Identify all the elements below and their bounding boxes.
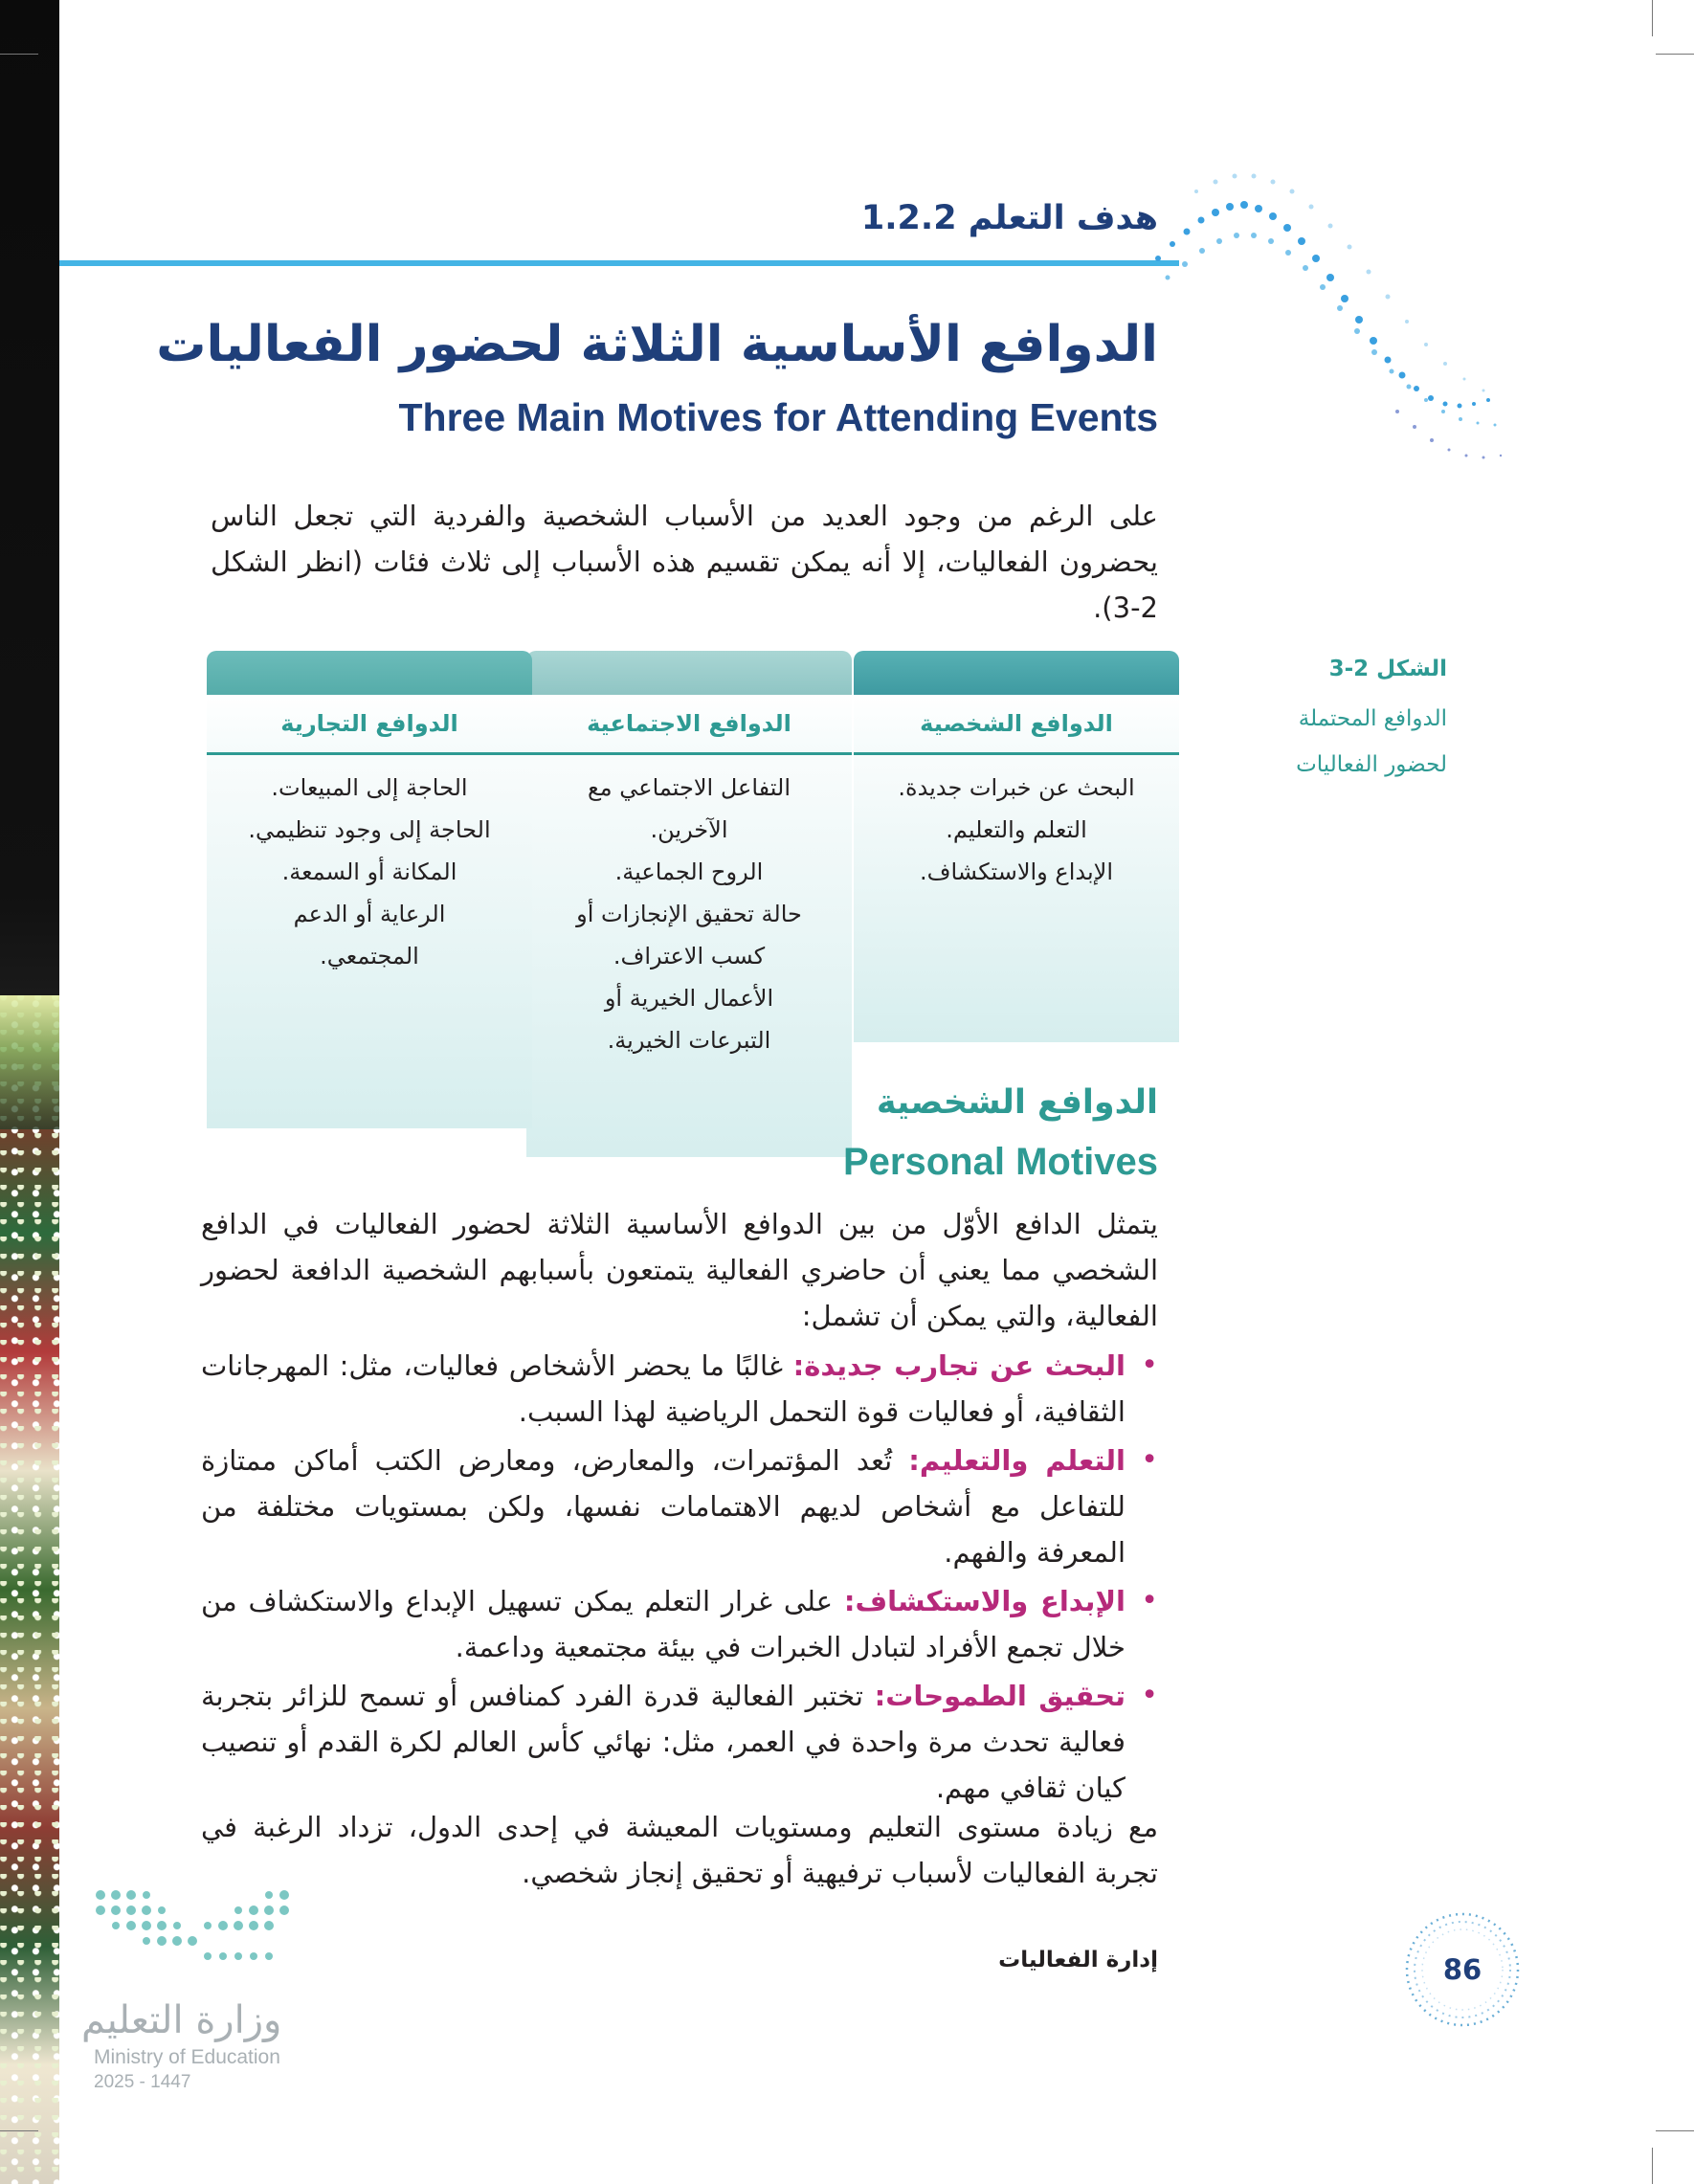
motives-bullet-list bbox=[201, 1343, 1158, 1814]
intro-paragraph: على الرغم من وجود العديد من الأسباب الشخصية والفردية التي تجعل الناس يحضرون الفعاليات، إلا أنه يمكن تقسيم هذه الأسباب إلى ثلاث فئات (انظر الشكل 2-3). bbox=[211, 500, 1158, 624]
crop-mark bbox=[1656, 2130, 1694, 2131]
column-item: الآخرين. bbox=[650, 816, 728, 843]
bullet-dot-icon: • bbox=[1141, 1679, 1158, 1712]
column-item: الروح الجماعية. bbox=[614, 858, 764, 885]
column-item: حالة تحقيق الإنجازات أو bbox=[576, 901, 802, 927]
closing-paragraph: مع زيادة مستوى التعليم ومستويات المعيشة في إحدى الدول، تزداد الرغبة في تجربة الفعاليات لأسباب ترفيهية أو تحقيق إنجاز شخصي. bbox=[201, 1811, 1158, 1889]
crop-mark bbox=[1652, 0, 1653, 36]
column-header-band bbox=[526, 651, 852, 695]
bullet-item bbox=[201, 1673, 1158, 1811]
bullet-item bbox=[201, 1343, 1158, 1435]
bullet-term: التعلم والتعليم: bbox=[908, 1444, 1126, 1477]
column-body bbox=[854, 755, 1179, 1042]
bullet-text: تختبر الفعالية قدرة الفرد كمنافس أو تسمح للزائر بتجربة فعالية تحدث مرة واحدة في العمر، مثل: نهائي كأس العالم لكرة القدم أو تنصيب كيان ثقافي مهم. bbox=[201, 1680, 1126, 1804]
bullet-dot-icon: • bbox=[1141, 1348, 1158, 1382]
section-paragraph: يتمثل الدافع الأوّل من بين الدوافع الأساسية الثلاثة لحضور الفعاليات في الدافع الشخصي مما يعني أن حاضري الفعالية يتمتعون بأسبابهم الشخصية الدافعة لحضور الفعالية، والتي يمكن أن تشمل: bbox=[201, 1208, 1158, 1332]
column-header-band bbox=[207, 651, 532, 695]
crop-mark bbox=[0, 2130, 38, 2131]
column-item: الإبداع والاستكشاف. bbox=[919, 858, 1114, 885]
crop-mark bbox=[1656, 54, 1694, 55]
side-photo-strip bbox=[0, 0, 59, 2184]
bullet-term: تحقيق الطموحات: bbox=[874, 1680, 1126, 1712]
column-title: الدوافع الاجتماعية bbox=[587, 710, 791, 737]
side-photo-crowd bbox=[0, 995, 59, 2184]
ministry-name-english: Ministry of Education bbox=[94, 2046, 280, 2068]
bullet-dot-icon: • bbox=[1141, 1443, 1158, 1477]
bullet-text: غالبًا ما يحضر الأشخاص فعاليات، مثل: المهرجانات الثقافية، أو فعاليات قوة التحمل الرياضية لهذا السبب. bbox=[201, 1349, 1126, 1428]
column-body bbox=[526, 755, 852, 1157]
ministry-logo-dots-icon bbox=[91, 1885, 301, 1981]
page-number: 86 bbox=[1442, 1953, 1482, 1986]
ministry-name-arabic: وزارة التعليم bbox=[81, 1998, 282, 2042]
column-item: التفاعل الاجتماعي مع bbox=[587, 774, 791, 801]
column-item: المكانة أو السمعة. bbox=[281, 858, 457, 885]
bullet-text: تُعد المؤتمرات، والمعارض، ومعارض الكتب أماكن ممتازة للتفاعل مع أشخاص لديهم الاهتمامات نفسها، ولكن بمستويات مختلفة من المعرفة والفهم. bbox=[201, 1444, 1126, 1569]
motive-column-social bbox=[526, 651, 852, 1157]
learning-goal-label: هدف التعلم 1.2.2 bbox=[860, 199, 1158, 237]
column-title-box bbox=[526, 695, 852, 755]
page-title-arabic: الدوافع الأساسية الثلاثة لحضور الفعاليات bbox=[156, 316, 1158, 373]
column-item: الرعاية أو الدعم bbox=[293, 901, 446, 927]
column-title: الدوافع الشخصية bbox=[920, 710, 1113, 737]
motive-column-personal bbox=[854, 651, 1179, 1042]
column-body bbox=[207, 755, 532, 1128]
column-item: كسب الاعتراف. bbox=[613, 943, 766, 969]
header-rule bbox=[59, 260, 1179, 266]
column-item: الأعمال الخيرية أو bbox=[604, 985, 774, 1012]
bullet-term: الإبداع والاستكشاف: bbox=[843, 1585, 1126, 1617]
bullet-text: على غرار التعلم يمكن تسهيل الإبداع والاستكشاف من خلال تجمع الأفراد لتبادل الخبرات في بيئة مجتمعية وداعمة. bbox=[201, 1585, 1126, 1663]
column-header-band bbox=[854, 651, 1179, 695]
column-title: الدوافع التجارية bbox=[280, 710, 458, 737]
page-title-english: Three Main Motives for Attending Events bbox=[398, 395, 1158, 439]
column-item: التبرعات الخيرية. bbox=[607, 1027, 771, 1054]
section-title-arabic: الدوافع الشخصية bbox=[876, 1083, 1158, 1122]
column-title-box bbox=[854, 695, 1179, 755]
bullet-item bbox=[201, 1437, 1158, 1575]
column-item: المجتمعي. bbox=[320, 943, 419, 969]
column-title-box bbox=[207, 695, 532, 755]
section-title-english: Personal Motives bbox=[842, 1141, 1158, 1183]
crop-mark bbox=[0, 54, 38, 55]
column-item: البحث عن خبرات جديدة. bbox=[898, 774, 1135, 801]
column-item: التعلم والتعليم. bbox=[946, 816, 1087, 843]
column-item: الحاجة إلى وجود تنظيمي. bbox=[248, 816, 491, 843]
side-photo-stadium-lights bbox=[0, 995, 59, 1129]
dotted-wave-decoration bbox=[1129, 124, 1522, 469]
column-item: الحاجة إلى المبيعات. bbox=[271, 774, 468, 801]
figure-caption-line: لحضور الفعاليات bbox=[1296, 752, 1447, 777]
figure-caption-line: الدوافع المحتملة bbox=[1298, 706, 1447, 731]
crop-mark bbox=[1652, 2148, 1653, 2184]
motive-column-commercial bbox=[207, 651, 532, 1128]
ministry-year: 2025 - 1447 bbox=[94, 2072, 191, 2092]
bullet-dot-icon: • bbox=[1141, 1584, 1158, 1617]
book-name: إدارة الفعاليات bbox=[998, 1948, 1158, 1972]
bullet-item bbox=[201, 1578, 1158, 1670]
side-photo-dark-area bbox=[0, 0, 59, 995]
bullet-term: البحث عن تجارب جديدة: bbox=[792, 1349, 1126, 1382]
figure-number: الشكل 2-3 bbox=[1328, 657, 1447, 681]
